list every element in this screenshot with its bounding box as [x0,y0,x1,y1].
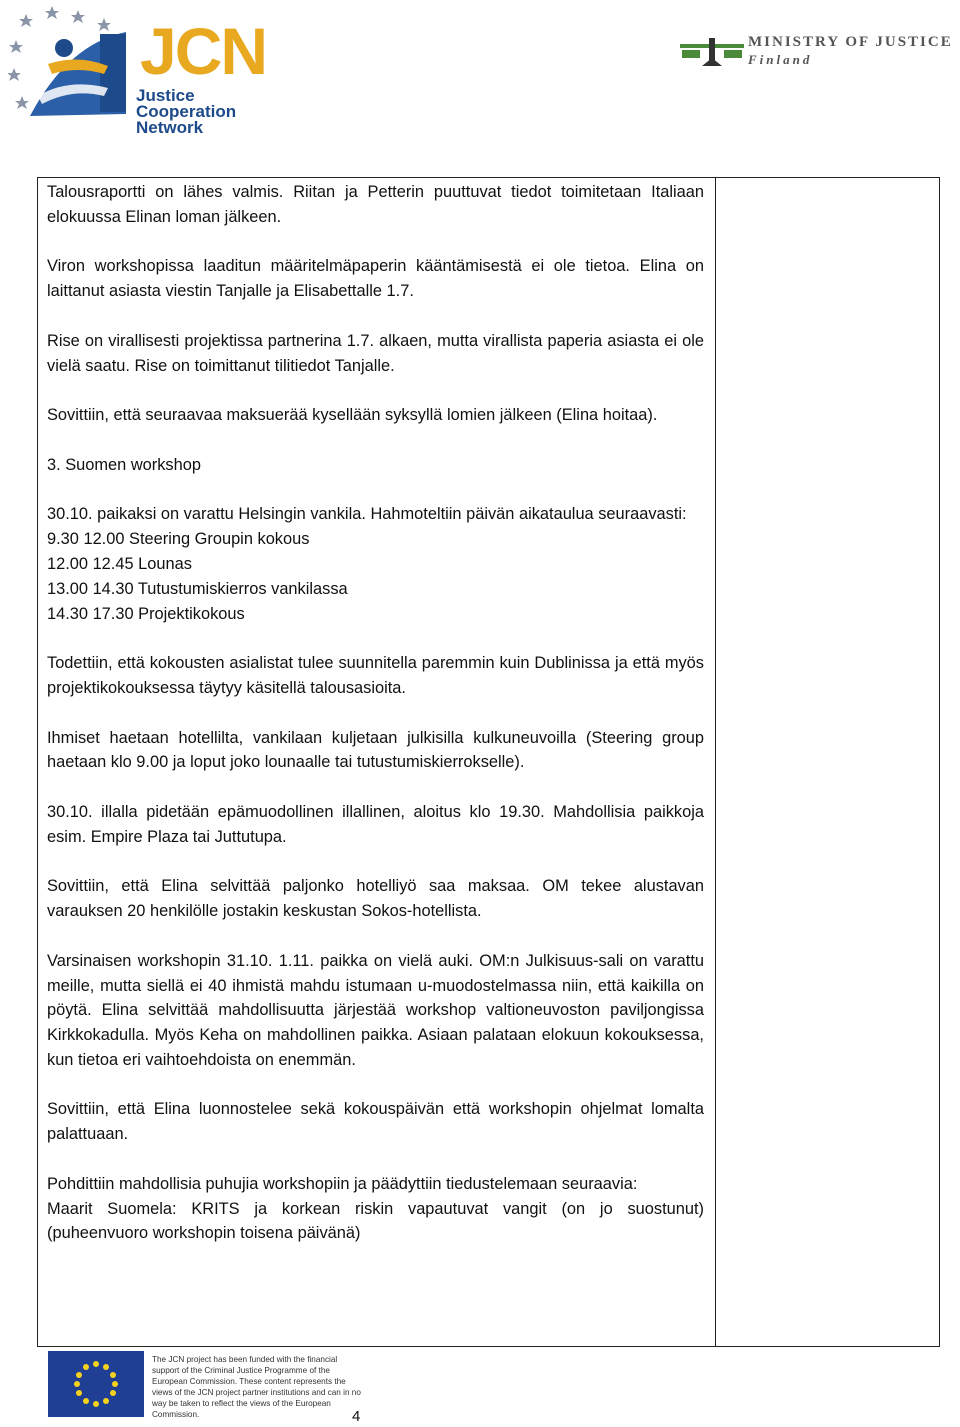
paragraph-dinner: 30.10. illalla pidetään epämuodollinen illallinen, aloitus klo 19.30. Mahdollisia paikkoja esim. Empire Plaza tai Juttutupa. [47,802,704,846]
paragraph-estonia-workshop: Viron workshopissa laaditun määritelmäpaperin kääntämisestä ei ole tietoa. Elina on laittanut asiasta viestin Tanjalle ja Elisabettalle 1.7. [47,257,704,301]
ministry-name: MINISTRY OF JUSTICE [748,34,953,50]
minutes-content [47,180,704,1246]
jcn-logo [8,4,288,140]
jcn-logo-letters: JCN [140,14,267,88]
scales-icon [680,34,744,68]
jcn-sub-line-2: Cooperation [136,102,237,121]
paragraph-transport: Ihmiset haetaan hotellilta, vankilaan kuljetaan julkisilla kulkuneuvoilla (Steering group haetaan klo 9.00 ja loput joko lounaalle tai tutustumiskierrokselle). [47,728,704,772]
jcn-sub-line-3: Network [136,118,204,137]
paragraph-next-payment: Sovittiin, että seuraavaa maksuerää kysellään syksyllä lomien jälkeen (Elina hoitaa). [47,406,658,425]
paragraph-venue: 30.10. paikaksi on varattu Helsingin vankila. Hahmoteltiin päivän aikataulua seuraavasti: [47,505,687,524]
ministry-logo [680,34,960,70]
minutes-table [37,177,940,1347]
paragraph-rise-partner: Rise on virallisesti projektissa partnerina 1.7. alkaen, mutta virallista paperia asiasta ei ole vielä saatu. Rise on toimittanut tilitiedot Tanjalle. [47,331,704,375]
paragraph-agendas: Todettiin, että kokousten asialistat tulee suunnitella paremmin kuin Dublinissa ja että myös projektikokouksessa täytyy käsitellä talousasioita. [47,654,704,697]
schedule-item: 14.30 17.30 Projektikokous [47,604,245,623]
paragraph-financial-report: Talousraportti on lähes valmis. Riitan ja Petterin puuttuvat tiedot toimitetaan Italiaan elokuussa Elinan loman jälkeen. [47,183,704,226]
eu-flag-icon [48,1351,144,1417]
page-number: 4 [352,1408,361,1425]
paragraph-programmes: Sovittiin, että Elina luonnostelee sekä kokouspäivän että workshopin ohjelmat lomalta palattuaan. [47,1100,704,1144]
ministry-country: Finland [748,52,813,67]
jcn-sub-line-1: Justice [136,86,195,105]
paragraph-workshop-venue: Varsinaisen workshopin 31.10. 1.11. paikka on vielä auki. OM:n Julkisuus-sali on varattu meille, mutta siellä ei 40 ihmistä mahdu istumaan u-muodostelmassa niin, että kaikilla on pöytä. Elina selvittää mahdollisuutta järjestää workshop valtioneuvoston paviljongissa Kirkkokadulla. Myös Keha on mahdollinen paikka. Asiaan palataan elokuun kokouksessa, kun tietoa eri vaihtoehdoista on enemmän. [47,951,704,1069]
jcn-logo-subtitle [136,88,236,136]
paragraph-speaker-suomela: Maarit Suomela: KRITS ja korkean riskin vapautuvat vangit (on jo suostunut) (puheenvuoro workshopin toisena päivänä) [47,1199,704,1243]
schedule-list [47,527,704,626]
column-divider [715,178,716,1346]
funding-disclaimer: The JCN project has been funded with the financial support of the Criminal Justice Programme of the European Commission. These content represents the views of the JCN project partner institutions and can in no way be taken to reflect the views of the European Commission. [152,1355,361,1419]
paragraph-hotel: Sovittiin, että Elina selvittää paljonko hotelliyö saa maksaa. OM tekee alustavan varauksen 20 henkilölle jostakin keskustan Sokos-hotellista. [47,877,704,921]
paragraph-speakers: Pohdittiin mahdollisia puhujia workshopiin ja päädyttiin tiedustelemaan seuraavia: [47,1174,638,1193]
schedule-item: 13.00 14.30 Tutustumiskierros vankilassa [47,579,348,598]
schedule-item: 12.00 12.45 Lounas [47,554,192,573]
section-heading-finland-workshop: 3. Suomen workshop [47,455,201,474]
schedule-item: 9.30 12.00 Steering Groupin kokous [47,530,310,549]
